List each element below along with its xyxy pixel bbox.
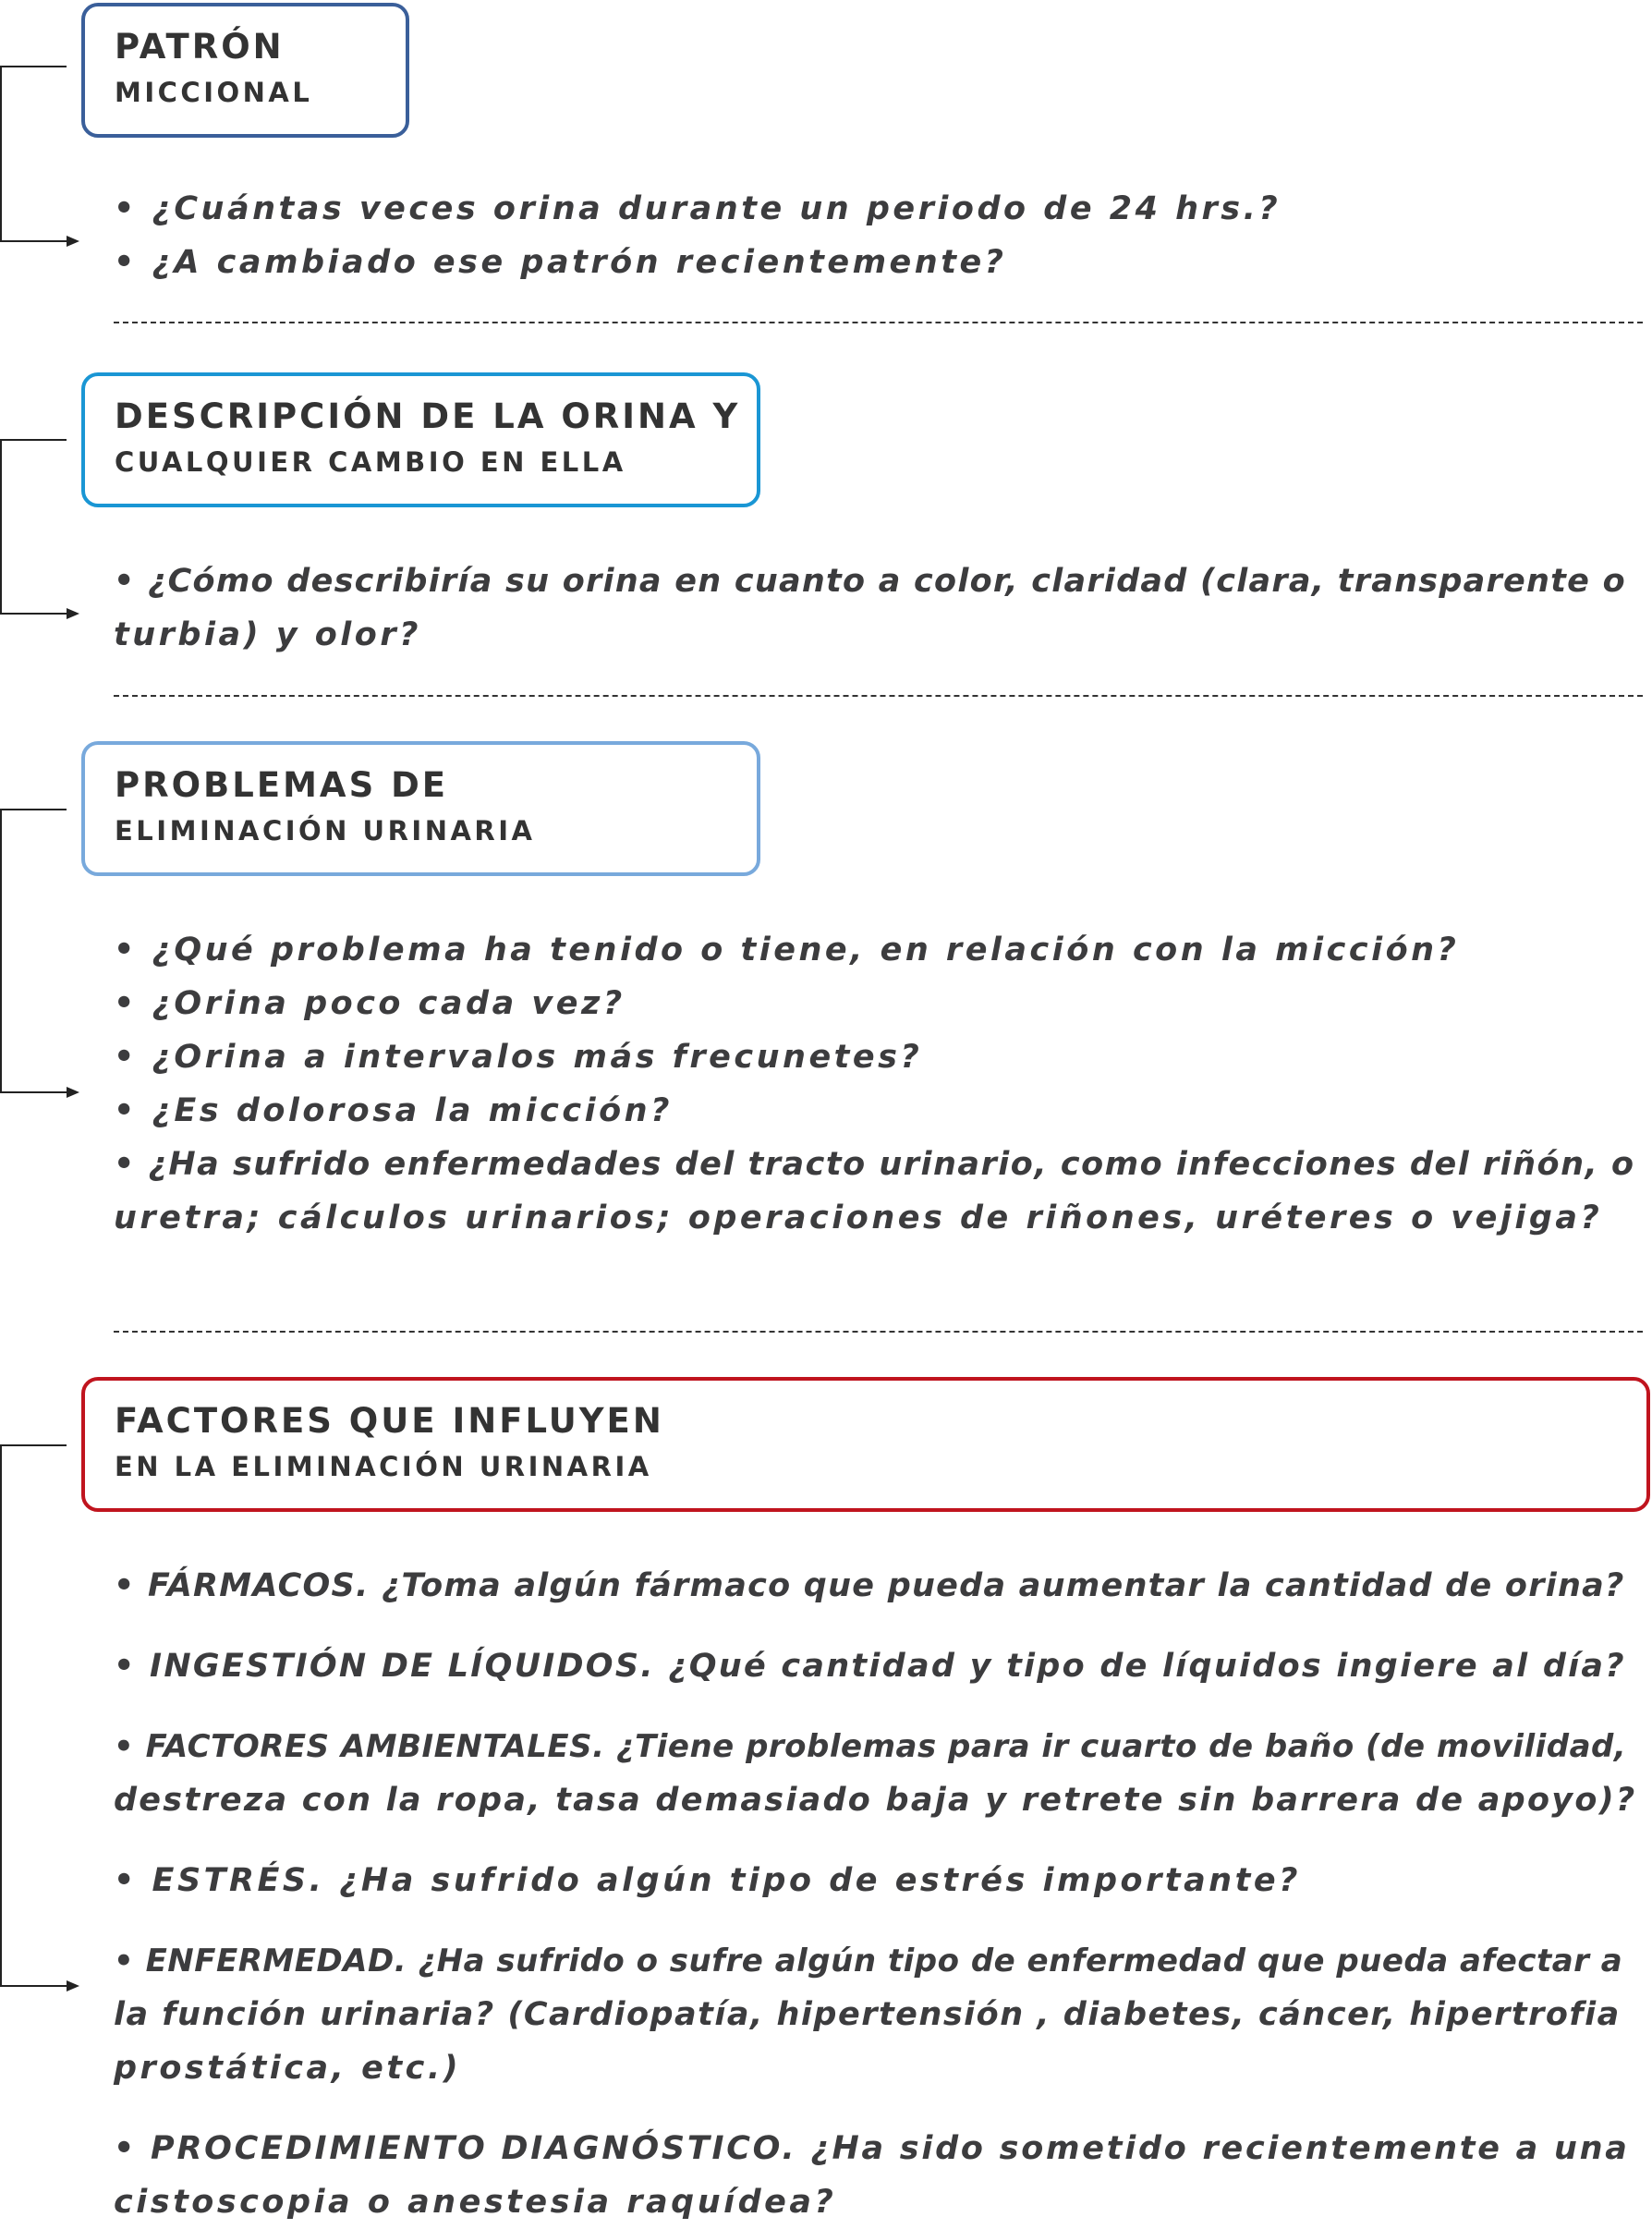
question-item: • ENFERMEDAD. ¿Ha sufrido o sufre algún tipo de enfermedad que pueda afectar a [114,1943,1623,1979]
section-title-box [81,3,409,138]
question-item: • PROCEDIMIENTO DIAGNÓSTICO. ¿Ha sido sometido recientemente a una [114,2130,1630,2167]
question-item: prostática, etc.) [114,2050,462,2087]
question-item: • ESTRÉS. ¿Ha sufrido algún tipo de estrés importante? [114,1862,1301,1899]
question-item: • ¿A cambiado ese patrón recientemente? [114,244,1007,281]
question-list [114,923,1638,1245]
section-subtitle: CUALQUIER CAMBIO EN ELLA [115,446,626,478]
section-title-box [81,741,760,876]
question-item: • ¿Cuántas veces orina durante un periodo de 24 hrs.? [114,190,1282,227]
section-title-box [81,1377,1650,1512]
question-list [114,554,1638,662]
section-connector [0,1444,67,1987]
question-item: • ¿Orina poco cada vez? [114,985,626,1022]
question-item: • ¿Qué problema ha tenido o tiene, en relación con la micción? [114,932,1460,968]
question-item: cistoscopia o anestesia raquídea? [114,2184,837,2221]
question-item: • INGESTIÓN DE LÍQUIDOS. ¿Qué cantidad y tipo de líquidos ingiere al día? [114,1648,1626,1685]
question-item: • ¿Cómo describiría su orina en cuanto a color, claridad (clara, transparente o [114,563,1626,600]
question-item: destreza con la ropa, tasa demasiado baja y retrete sin barrera de apoyo)? [114,1782,1637,1819]
question-item: uretra; cálculos urinarios; operaciones de riñones, uréteres o vejiga? [114,1200,1603,1236]
section-connector [0,439,67,615]
section-subtitle: ELIMINACIÓN URINARIA [115,815,536,847]
section-title-box [81,372,760,507]
section-divider [114,1331,1643,1333]
question-list [114,1559,1638,2229]
question-item: • ¿Ha sufrido enfermedades del tracto urinario, como infecciones del riñón, o [114,1146,1635,1183]
question-item: • FACTORES AMBIENTALES. ¿Tiene problemas para ir cuarto de baño (de movilidad, [114,1728,1627,1765]
section-title: DESCRIPCIÓN DE LA ORINA Y [115,396,741,436]
section-title: FACTORES QUE INFLUYEN [115,1401,664,1441]
section-divider [114,322,1643,323]
section-connector [0,66,67,242]
section-subtitle: EN LA ELIMINACIÓN URINARIA [115,1451,652,1482]
section-connector [0,809,67,1093]
question-item: la función urinaria? (Cardiopatía, hipertensión , diabetes, cáncer, hipertrofia [114,1996,1621,2033]
section-title: PROBLEMAS DE [115,765,449,805]
question-item: • FÁRMACOS. ¿Toma algún fármaco que pueda aumentar la cantidad de orina? [114,1567,1625,1604]
question-item: • ¿Es dolorosa la micción? [114,1092,673,1129]
section-divider [114,695,1643,697]
question-item: • ¿Orina a intervalos más frecunetes? [114,1039,923,1076]
section-title: PATRÓN [115,27,285,67]
question-list [114,182,1638,289]
question-item: turbia) y olor? [114,616,421,653]
section-subtitle: MICCIONAL [115,77,313,108]
